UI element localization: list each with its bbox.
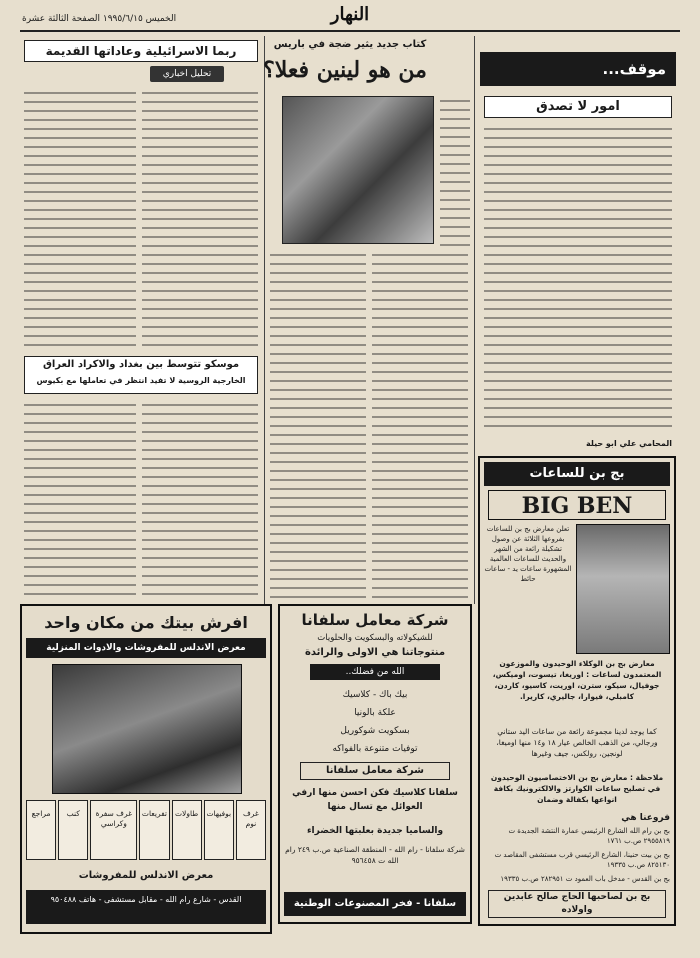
right-author: المحامي علي ابو حيلة	[585, 439, 672, 448]
andalus-title: افرش بيتك من مكان واحد	[44, 613, 248, 632]
andalus-bedroom-photo	[52, 664, 242, 794]
sulfana-address: شركة سلفانا - رام الله - المنطقة الصناعية ص.ب ٢٤٩ رام الله ت ٩٥٦٤٥٨	[285, 845, 465, 865]
left-second-article-col-b	[142, 400, 258, 600]
sulfana-quote2: والساميا جديدة بعلبتها الخضراء	[306, 826, 444, 836]
andalus-footer1: معرض الاندلس للمفروشات	[78, 870, 214, 881]
sulfana-line2: منتوجاتنا هي الاولى والرائدة	[304, 647, 446, 658]
center-headline: من هو لينين فعلا؟	[263, 57, 427, 83]
right-headline-box	[484, 96, 672, 118]
sulfana-quote: سلفانا كلاسيك فكن احسن منها ارفي العوائل مع تسال منها	[292, 788, 458, 812]
bigben-note: ملاحظة : معارض بج بن الاختصاصيون الوحيدون في تصليح ساعات الكوارتز والالكترونيك بكافة انواعها بكفالة وضمان	[490, 773, 664, 804]
bigben-ad	[478, 456, 676, 926]
andalus-footer2-bar	[26, 890, 266, 924]
column-divider-left	[264, 36, 265, 604]
bigben-gold: كما يوجد لدينا مجموعة رائعة من ساعات اليد ستاني ورجالي، من الذهب الخالص عيار ١٨ و١٤ منها اوميغا، لونجين، رولكس، جيف وغيرها	[496, 727, 658, 758]
left-second-headline: موسكو تتوسط بين بغداد والاكراد العراق	[42, 359, 240, 370]
bigben-title-bar	[484, 462, 670, 486]
bigben-owner: بج بن لصاحبها الحاج صالح عابدين واولاده	[488, 890, 666, 918]
column-divider-center	[474, 36, 475, 604]
sulfana-company: شركة معامل سلفانا	[300, 762, 450, 780]
andalus-footer2: القدس - شارع رام الله - مقابل مستشفى - هاتف ٩٥٠٤٨٨	[50, 895, 242, 904]
right-headline: امور لا تصدق	[536, 99, 620, 114]
bigben-title: بج بن للساعات	[529, 466, 625, 481]
left-subheadline-badge	[150, 66, 224, 82]
left-article-col-b	[142, 88, 258, 348]
center-article-col-a	[270, 250, 366, 600]
bigben-branch-2: بج بن بيت حنينا، الشارع الرئيسي قرب مستشفى المقاصد ت ٨٢٥١٣٠ ص.ب ١٩٣٣٥	[494, 851, 670, 869]
andalus-room-5: غرف سفرة وكراسي	[90, 800, 137, 860]
sulfana-product-1: بيك باك - كلاسيك	[342, 690, 408, 700]
sulfana-product-4: توفيات متنوعة بالفواكه	[332, 744, 418, 754]
bigben-shop-photo	[576, 524, 670, 654]
sulfana-product-2: علكة بالونيا	[354, 708, 396, 718]
bigben-branch-3: بج بن القدس - مدخل باب العمود ت ٢٨٢٩٥١ ص.ب ١٩٣٣٥	[500, 875, 670, 883]
bigben-branches-title: فروعنا هي	[621, 813, 670, 823]
right-intro-text	[440, 96, 470, 246]
sulfana-slogan: سلفانا - فخر المصنوعات الوطنية	[293, 898, 457, 909]
andalus-room-7: مراجع	[26, 800, 56, 860]
sulfana-best: الله من فضلك..	[345, 667, 405, 677]
newspaper-logo: النهار	[330, 4, 370, 25]
header-date: الخميس ١٩٩٥/٦/١٥ الصفحة الثالثة عشرة	[22, 14, 177, 24]
andalus-room-3: طاولات	[172, 800, 202, 860]
left-subheadline: تحليل اخباري	[162, 69, 212, 79]
bigben-agents: معارض بج بن الوكلاء الوحيدون والموزعون المعتمدون لساعات : اوريغا، تيسوت، اوميكس، جوفيال، سيكو، سترن، اوريت، كاسيو، كاردن، كامبلي، فيوارا، جاليري، كاريرا.	[492, 659, 662, 701]
andalus-room-4: تفريعات	[139, 800, 169, 860]
andalus-rooms-row	[26, 800, 266, 860]
bigben-brand: BIG BEN	[488, 490, 666, 520]
sulfana-line1: للشيكولاته والبسكويت والحلويات	[317, 633, 433, 643]
andalus-subtitle: معرض الاندلس للمفروشات والادوات المنزلية	[46, 643, 246, 653]
andalus-room-1: غرف نوم	[236, 800, 266, 860]
left-second-subheadline: الخارجية الروسية لا تفيد انتظر في تعاملها مع بكيوس	[36, 376, 246, 385]
left-second-headline-box	[24, 356, 258, 394]
sulfana-ad	[278, 604, 472, 924]
left-second-article-col-a	[24, 400, 136, 600]
header-rule	[20, 30, 680, 32]
mawqif-banner	[480, 52, 676, 86]
andalus-room-2: بوفيهات	[204, 800, 234, 860]
lenin-photo	[282, 96, 434, 244]
andalus-subtitle-bar	[26, 638, 266, 658]
left-headline: ربما الاسرائيلية وعاداتها القديمة	[45, 44, 237, 58]
sulfana-product-3: بسكويت شوكوريل	[340, 726, 410, 736]
mawqif-label: موقف...	[602, 60, 666, 78]
andalus-room-6: كنب	[58, 800, 88, 860]
left-article-col-a	[24, 88, 136, 348]
sulfana-best-bar	[310, 664, 440, 680]
sulfana-slogan-bar	[284, 892, 466, 916]
right-article-text	[484, 124, 672, 434]
andalus-ad	[20, 604, 272, 934]
bigben-intro: تعلن معارض بج بن للساعات بفروعها الثلاثة عن وصول تشكيلة رائعة من الشهر والحديث للساعات العالمية المشهورة ساعات يد - ساعات حائط	[484, 525, 572, 583]
sulfana-title: شركة معامل سلفانا	[301, 611, 449, 629]
center-kicker: كتاب جديد يثير ضجة في باريس	[273, 39, 427, 50]
bigben-branch-1: بج بن رام الله الشارع الرئيسي عمارة النتشة الجديدة ت ٢٩٥٥٨١٩ ص.ب ١٧٦١	[508, 827, 670, 845]
center-article-col-b	[372, 250, 468, 600]
